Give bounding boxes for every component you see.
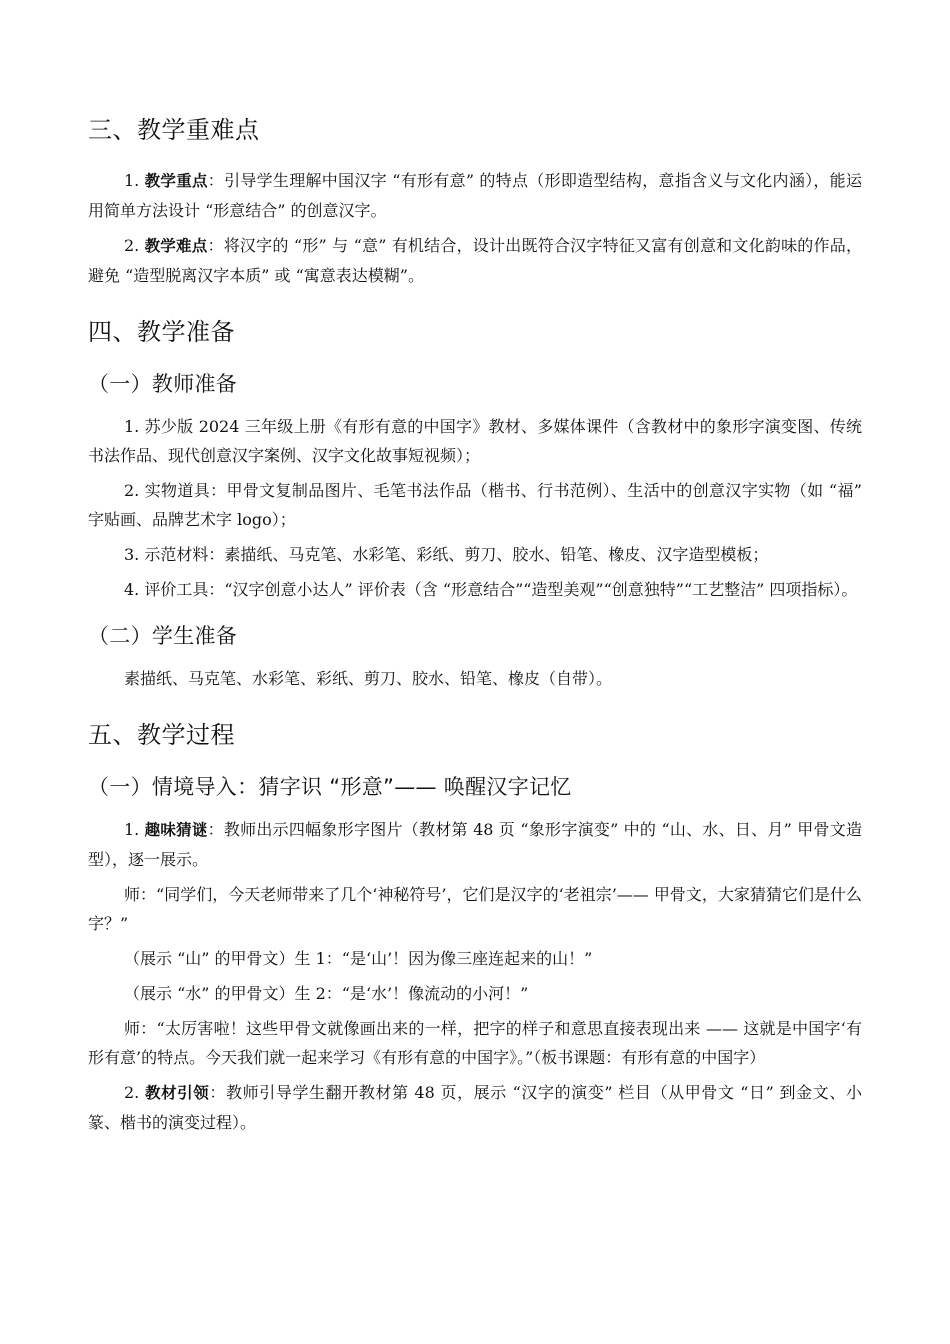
paragraph-text: ：引导学生理解中国汉字 “有形有意” 的特点（形即造型结构，意指含义与文化内涵），能运用简单方法设计 “形意结合” 的创意汉字。 [88,171,862,220]
paragraph-student-materials: 素描纸、马克笔、水彩笔、彩纸、剪刀、胶水、铅笔、橡皮（自带）。 [124,669,613,688]
lead-label: 教学难点 [144,237,208,255]
section-heading-preparation: 四、教学准备 [88,318,235,346]
dialog-line: （展示 “水” 的甲骨文）生 2：“是‘水’！像流动的小河！” [124,984,529,1003]
lead-label: 教学重点 [144,172,208,190]
list-item: 2. 实物道具：甲骨文复制品图片、毛笔书法作品（楷书、行书范例）、生活中的创意汉字实物（如 “福” 字贴画、品牌艺术字 logo）； [88,481,862,529]
dialog-line: 师：“太厉害啦！这些甲骨文就像画出来的一样，把字的样子和意思直接表现出来 —— 这就是中国字‘有形有意’的特点。今天我们就一起来学习《有形有意的中国字》。”（板书课题：有形有意的中国字） [88,1019,862,1067]
list-item: 3. 示范材料：素描纸、马克笔、水彩笔、彩纸、剪刀、胶水、铅笔、橡皮、汉字造型模板； [124,545,769,564]
paragraph-text: ：将汉字的 “形” 与 “意” 有机结合，设计出既符合汉字特征又富有创意和文化韵味的作品，避免 “造型脱离汉字本质” 或 “寓意表达模糊”。 [88,236,862,285]
lead-label: 教材引领 [144,1084,210,1102]
paragraph-text: ：教师引导学生翻开教材第 48 页，展示 “汉字的演变” 栏目（从甲骨文 “日” 到金文、小篆、楷书的演变过程）。 [88,1083,862,1132]
lead-label: 趣味猜谜 [144,821,208,839]
subheading-teacher-preparation: （一）教师准备 [88,372,238,396]
item-number: 1. [124,171,140,190]
item-number: 2. [124,1083,140,1102]
subheading-student-preparation: （二）学生准备 [88,624,238,648]
list-item: 1. 苏少版 2024 三年级上册《有形有意的中国字》教材、多媒体课件（含教材中的象形字演变图、传统书法作品、现代创意汉字案例、汉字文化故事短视频）； [88,417,862,465]
dialog-line: 师：“同学们，今天老师带来了几个‘神秘符号’，它们是汉字的‘老祖宗’—— 甲骨文，大家猜猜它们是什么字？” [88,885,862,933]
paragraph-textbook-guide [88,1078,862,1137]
section-heading-teaching-process: 五、教学过程 [88,721,235,749]
paragraph-difficult-point [88,231,862,290]
paragraph-riddle [88,815,862,874]
item-number: 1. [124,820,140,839]
paragraph-key-point [88,166,862,225]
document-content [88,112,862,1137]
paragraph-text: ：教师出示四幅象形字图片（教材第 48 页 “象形字演变” 中的 “山、水、日、月” 甲骨文造型），逐一展示。 [88,820,862,869]
dialog-line: （展示 “山” 的甲骨文）生 1：“是‘山’！因为像三座连起来的山！” [124,949,593,968]
list-item: 4. 评价工具：“汉字创意小达人” 评价表（含 “形意结合”“造型美观”“创意独特”“工艺整洁” 四项指标）。 [124,580,858,599]
item-number: 2. [124,236,140,255]
subheading-introduction: （一）情境导入：猜字识 “形意”—— 唤醒汉字记忆 [88,775,572,799]
section-heading-key-points: 三、教学重难点 [88,116,260,144]
